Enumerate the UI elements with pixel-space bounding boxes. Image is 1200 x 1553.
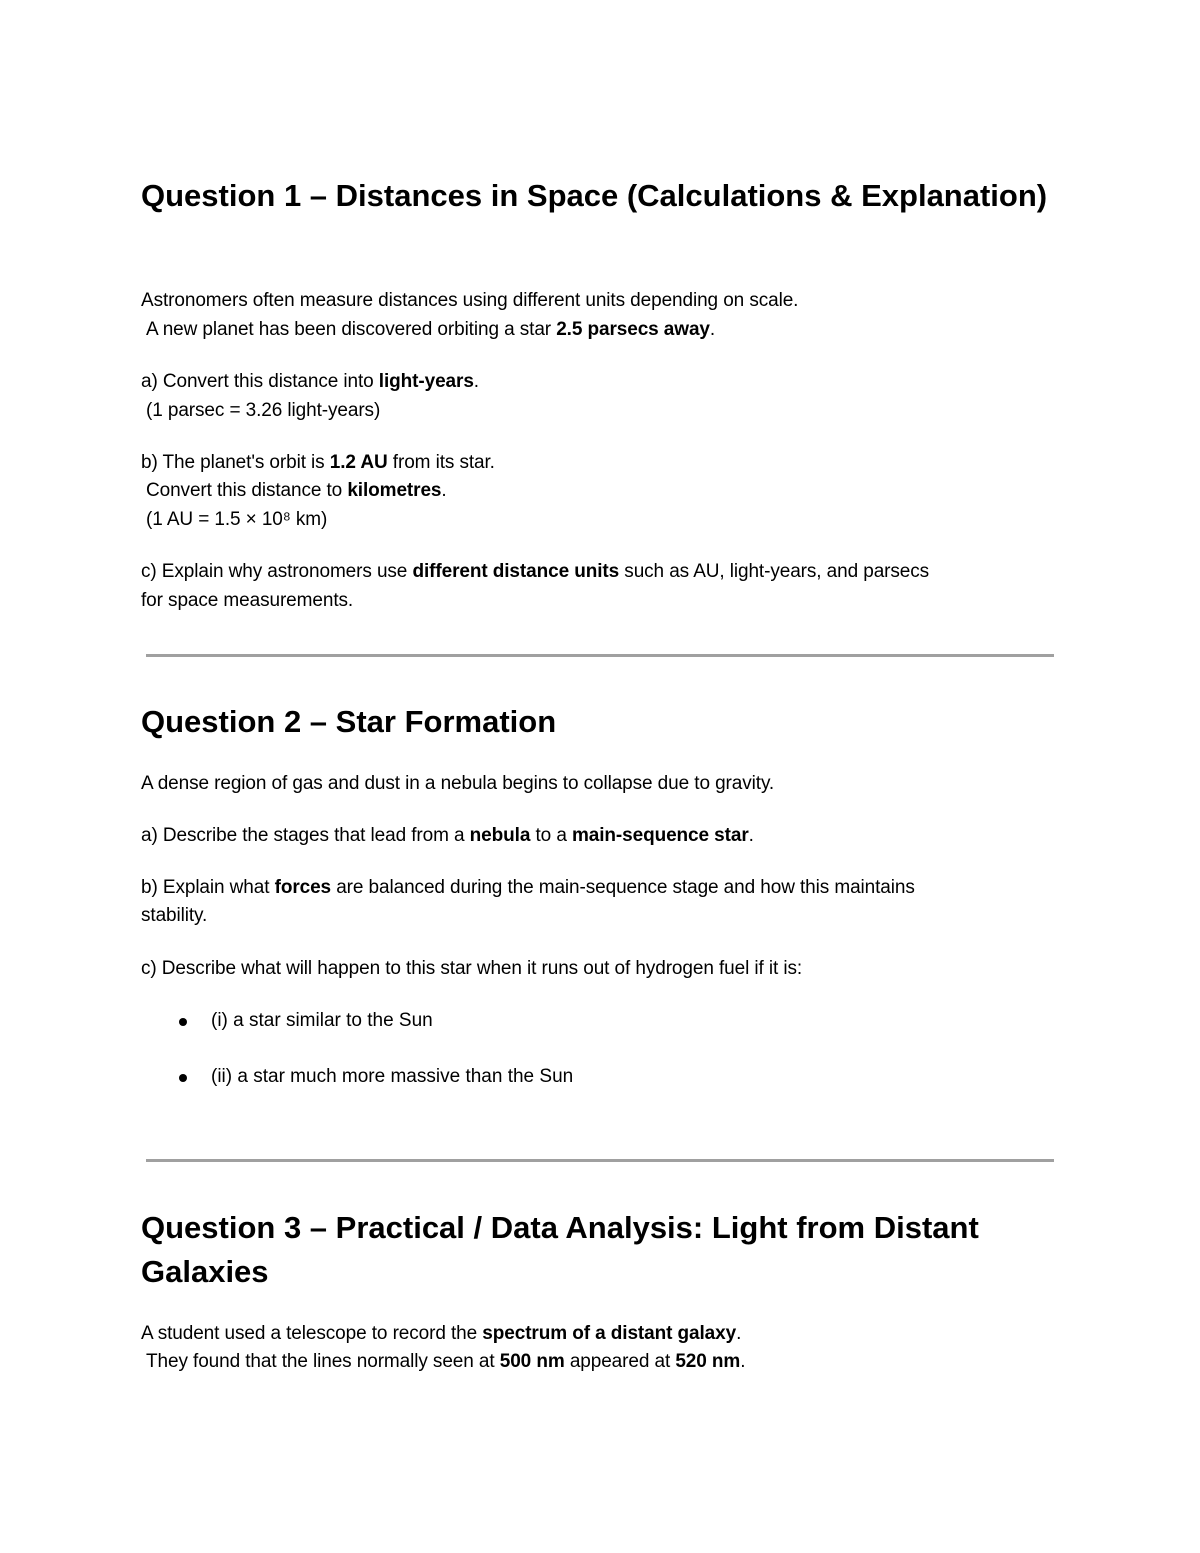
q3-line2: They found that the lines normally seen at 500 nm appeared at 520 nm. xyxy=(146,1351,746,1372)
question-1-title: Question 1 – Distances in Space (Calculations & Explanation) xyxy=(141,178,1048,213)
q2-part-b: b) Explain what forces are balanced during the main-sequence stage and how this maintains xyxy=(141,877,915,898)
q1-intro-line2: A new planet has been discovered orbiting a star 2.5 parsecs away. xyxy=(146,319,716,340)
question-3-title: Question 3 – Practical / Data Analysis: Light from Distant Galaxies xyxy=(141,1210,979,1289)
bullet-icon xyxy=(179,1074,187,1082)
q2-part-c: c) Describe what will happen to this star when it runs out of hydrogen fuel if it is: xyxy=(141,958,803,979)
question-2-title: Question 2 – Star Formation xyxy=(141,704,557,739)
section-divider-1 xyxy=(146,654,1054,657)
q2-bullet-2: (ii) a star much more massive than the Sun xyxy=(211,1066,574,1087)
q1-part-a-note: (1 parsec = 3.26 light-years) xyxy=(146,400,381,421)
bullet-icon xyxy=(179,1018,187,1026)
q1-part-a: a) Convert this distance into light-years. xyxy=(141,371,479,392)
q2-bullet-1: (i) a star similar to the Sun xyxy=(211,1010,433,1031)
q2-intro: A dense region of gas and dust in a nebula begins to collapse due to gravity. xyxy=(141,773,775,794)
q1-part-b-line2: Convert this distance to kilometres. xyxy=(146,480,447,501)
q2-part-a: a) Describe the stages that lead from a nebula to a main-sequence star. xyxy=(141,825,754,846)
q1-part-b-note: (1 AU = 1.5 × 10⁸ km) xyxy=(146,509,328,530)
q1-part-c-line2: for space measurements. xyxy=(141,590,354,611)
q1-part-c: c) Explain why astronomers use different distance units such as AU, light-years, and parsecs xyxy=(141,561,930,582)
q1-part-b: b) The planet's orbit is 1.2 AU from its star. xyxy=(141,452,495,473)
q2-part-b-line2: stability. xyxy=(141,905,208,926)
section-divider-2 xyxy=(146,1159,1054,1162)
document-page xyxy=(141,0,1056,1553)
q1-intro-line1: Astronomers often measure distances using different units depending on scale. xyxy=(141,290,799,311)
q3-line1: A student used a telescope to record the spectrum of a distant galaxy. xyxy=(141,1323,742,1344)
